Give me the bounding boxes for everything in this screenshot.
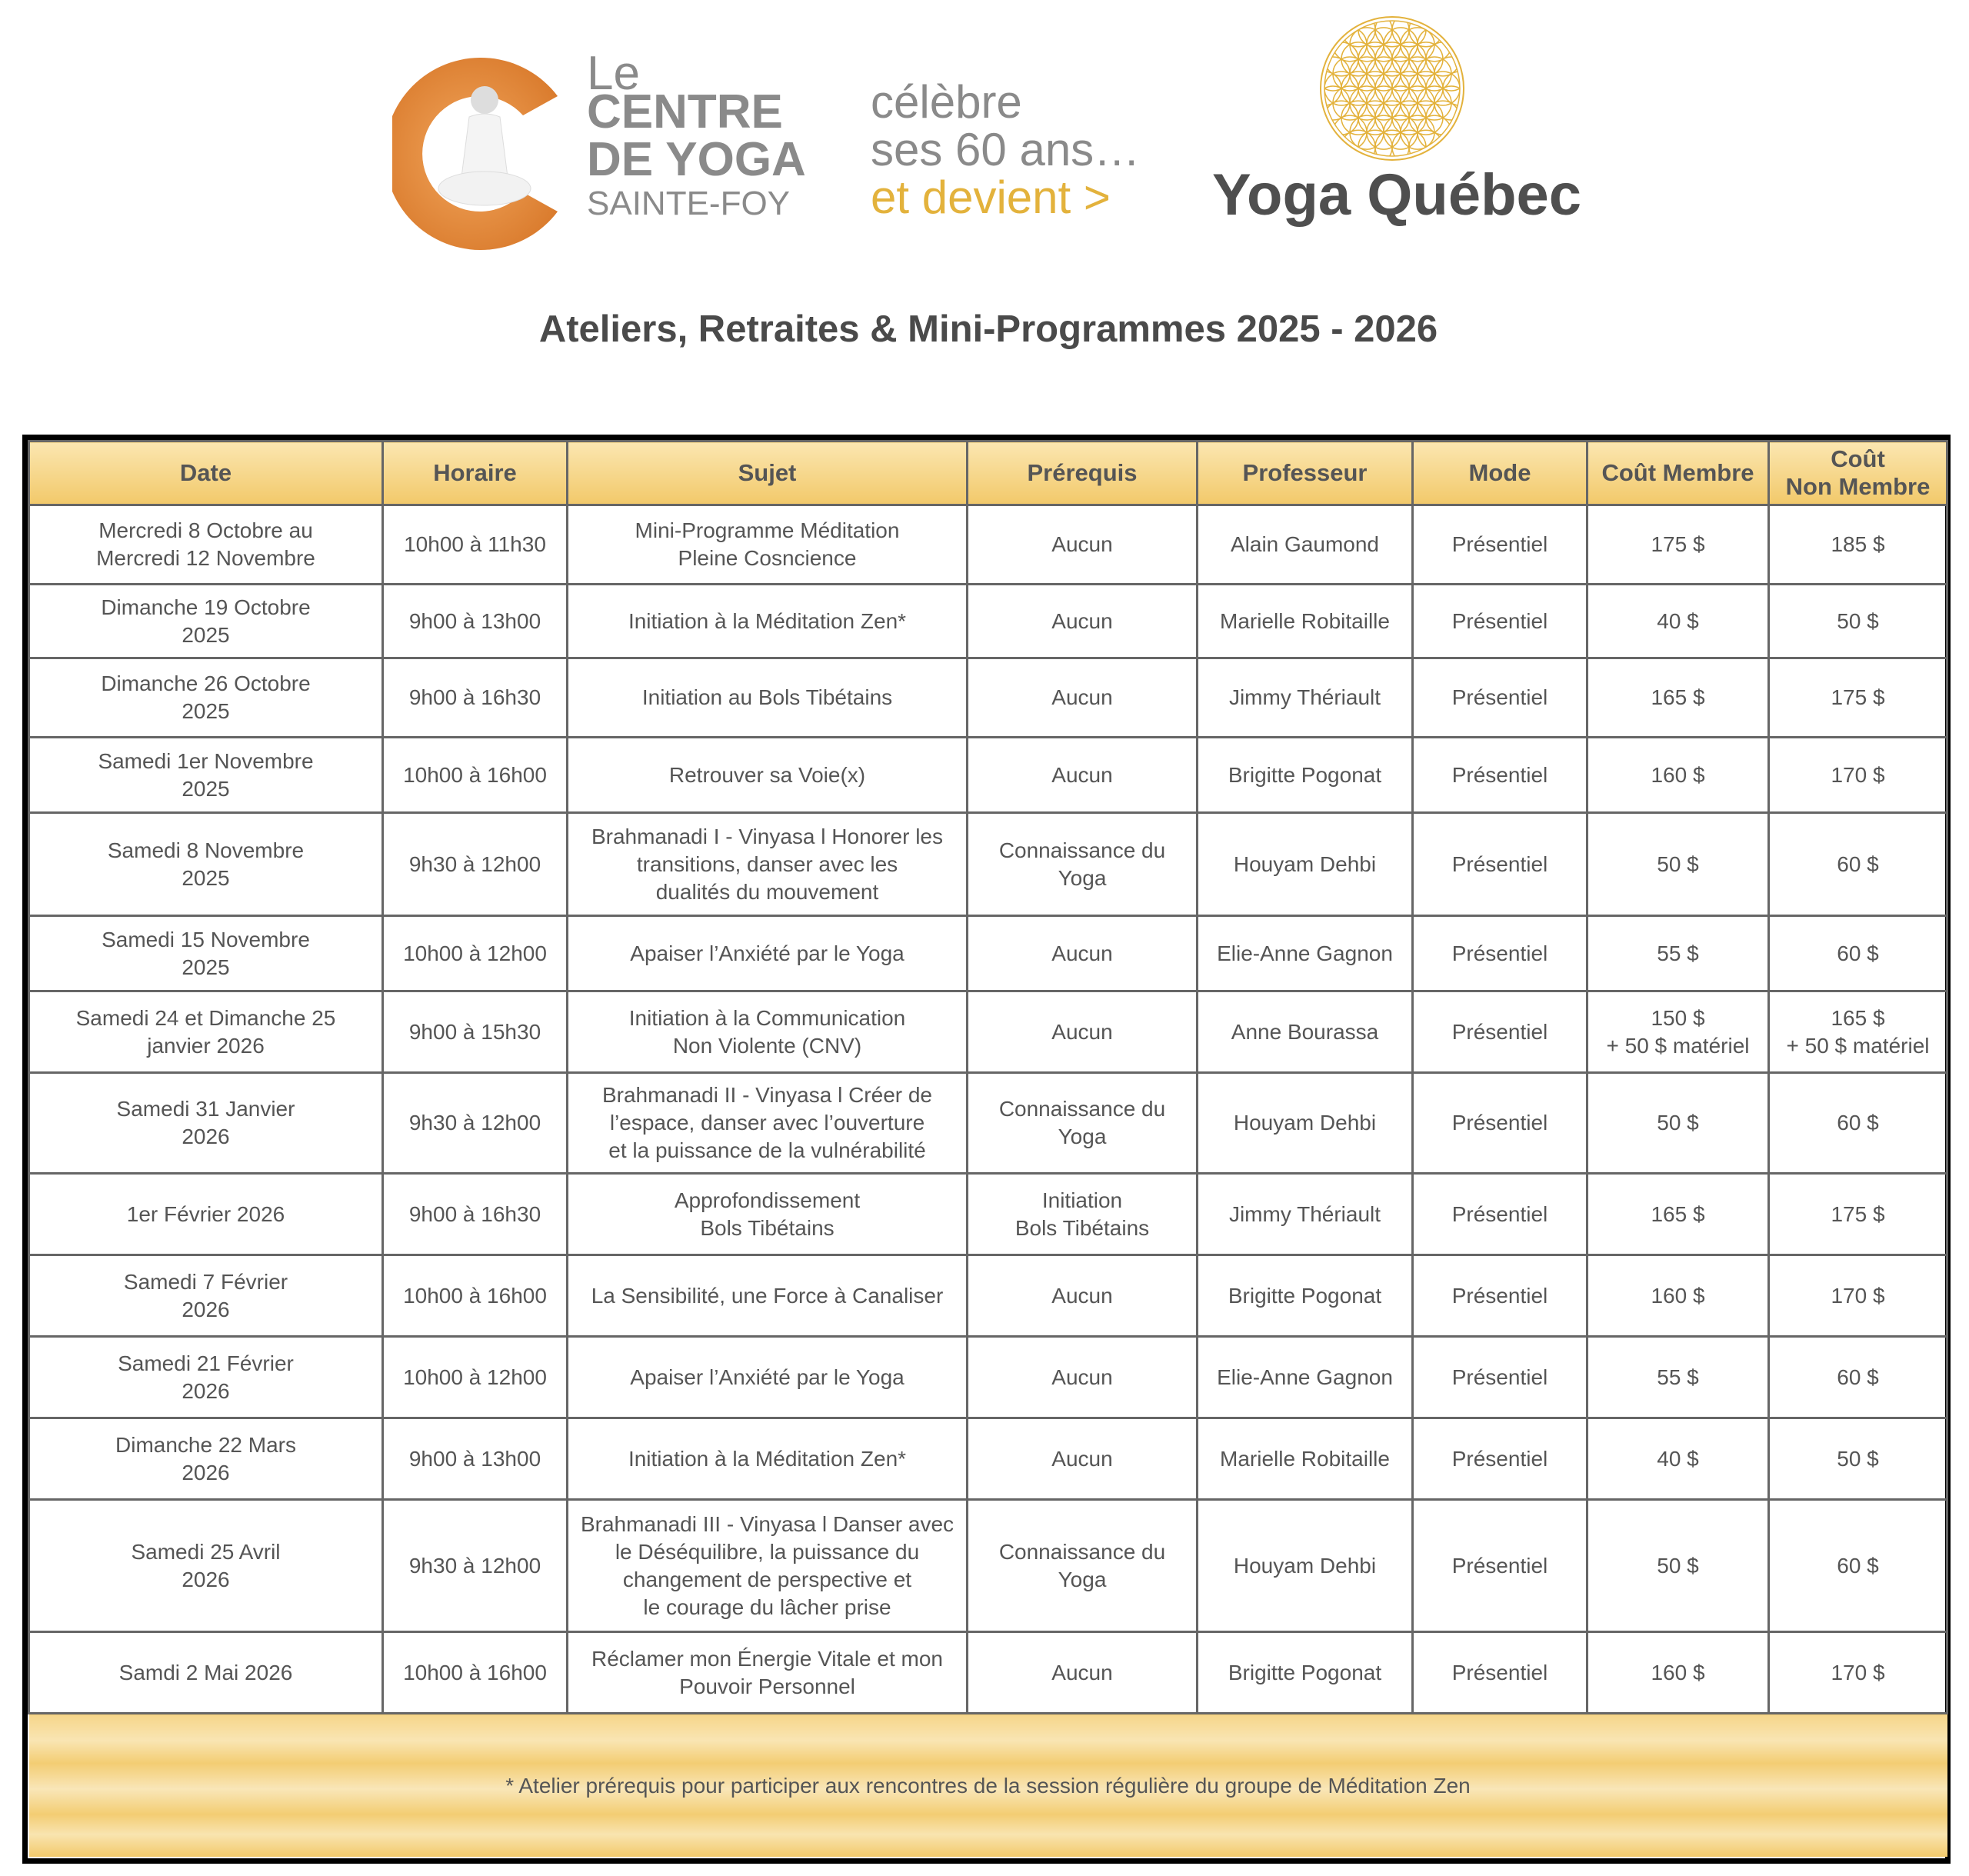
table-row xyxy=(29,1632,1947,1714)
table-row xyxy=(29,738,1947,813)
table-row xyxy=(29,916,1947,991)
cell-sujet: Initiation à la Méditation Zen* xyxy=(568,585,968,658)
cell-mode: Présentiel xyxy=(1413,991,1588,1073)
cell-horaire: 10h00 à 12h00 xyxy=(383,1337,568,1418)
cell-prerequis: Aucun xyxy=(968,1337,1198,1418)
cell-horaire: 9h00 à 16h30 xyxy=(383,1174,568,1255)
cell-prerequis: Aucun xyxy=(968,658,1198,738)
cell-cout-non-membre: 175 $ xyxy=(1769,1174,1947,1255)
cell-horaire: 9h00 à 15h30 xyxy=(383,991,568,1073)
cell-mode: Présentiel xyxy=(1413,585,1588,658)
cell-professeur: Jimmy Thériault xyxy=(1198,1174,1413,1255)
column-header: Coût Membre xyxy=(1588,442,1769,505)
cell-date: Samedi 1er Novembre 2025 xyxy=(29,738,383,813)
cell-cout-non-membre: 60 $ xyxy=(1769,1500,1947,1632)
cell-horaire: 9h30 à 12h00 xyxy=(383,1500,568,1632)
cell-professeur: Anne Bourassa xyxy=(1198,991,1413,1073)
cell-horaire: 9h00 à 13h00 xyxy=(383,585,568,658)
logo-le: Le xyxy=(587,47,640,100)
cell-cout-membre: 40 $ xyxy=(1588,1418,1769,1500)
table-row xyxy=(29,505,1947,585)
cell-date: Samdi 2 Mai 2026 xyxy=(29,1632,383,1714)
cell-horaire: 10h00 à 11h30 xyxy=(383,505,568,585)
cell-cout-membre: 160 $ xyxy=(1588,1632,1769,1714)
centre-yoga-c-logo xyxy=(392,54,569,254)
table-row xyxy=(29,1337,1947,1418)
header-logos xyxy=(392,46,1582,262)
cell-date: Samedi 7 Février 2026 xyxy=(29,1255,383,1337)
table-row xyxy=(29,813,1947,916)
cell-sujet: Brahmanadi II - Vinyasa l Créer de l’espace, danser avec l’ouverture et la puissance de la vulnérabilité xyxy=(568,1073,968,1174)
cell-date: Samedi 24 et Dimanche 25 janvier 2026 xyxy=(29,991,383,1073)
cell-mode: Présentiel xyxy=(1413,738,1588,813)
cell-professeur: Brigitte Pogonat xyxy=(1198,738,1413,813)
cell-mode: Présentiel xyxy=(1413,658,1588,738)
column-header: Professeur xyxy=(1198,442,1413,505)
table-row xyxy=(29,1418,1947,1500)
cell-horaire: 10h00 à 16h00 xyxy=(383,738,568,813)
cell-prerequis: Aucun xyxy=(968,505,1198,585)
cell-mode: Présentiel xyxy=(1413,505,1588,585)
cell-date: Dimanche 26 Octobre 2025 xyxy=(29,658,383,738)
cell-prerequis: Aucun xyxy=(968,1255,1198,1337)
cell-horaire: 10h00 à 16h00 xyxy=(383,1632,568,1714)
cell-prerequis: Connaissance du Yoga xyxy=(968,1073,1198,1174)
cell-sujet: Brahmanadi I - Vinyasa l Honorer les transitions, danser avec les dualités du mouvement xyxy=(568,813,968,916)
cell-cout-membre: 165 $ xyxy=(1588,1174,1769,1255)
cell-sujet: Apaiser l’Anxiété par le Yoga xyxy=(568,916,968,991)
cell-date: Samedi 25 Avril 2026 xyxy=(29,1500,383,1632)
table-row xyxy=(29,991,1947,1073)
tagline-1: célèbre xyxy=(871,76,1022,128)
cell-professeur: Marielle Robitaille xyxy=(1198,585,1413,658)
cell-cout-non-membre: 60 $ xyxy=(1769,1337,1947,1418)
cell-cout-membre: 55 $ xyxy=(1588,916,1769,991)
cell-prerequis: Aucun xyxy=(968,1418,1198,1500)
cell-cout-non-membre: 170 $ xyxy=(1769,738,1947,813)
cell-cout-non-membre: 50 $ xyxy=(1769,585,1947,658)
yoga-quebec-logo-text: Yoga Québec xyxy=(1212,162,1582,228)
tagline-3: et devient > xyxy=(871,172,1111,223)
cell-cout-non-membre: 50 $ xyxy=(1769,1418,1947,1500)
column-header: Coût Non Membre xyxy=(1769,442,1947,505)
column-header: Date xyxy=(29,442,383,505)
cell-horaire: 10h00 à 16h00 xyxy=(383,1255,568,1337)
column-header: Prérequis xyxy=(968,442,1198,505)
cell-professeur: Houyam Dehbi xyxy=(1198,813,1413,916)
cell-mode: Présentiel xyxy=(1413,1337,1588,1418)
table-row xyxy=(29,658,1947,738)
cell-professeur: Brigitte Pogonat xyxy=(1198,1255,1413,1337)
cell-date: Samedi 31 Janvier 2026 xyxy=(29,1073,383,1174)
cell-sujet: Apaiser l’Anxiété par le Yoga xyxy=(568,1337,968,1418)
cell-cout-non-membre: 175 $ xyxy=(1769,658,1947,738)
cell-mode: Présentiel xyxy=(1413,1255,1588,1337)
column-header: Mode xyxy=(1413,442,1588,505)
cell-prerequis: Initiation Bols Tibétains xyxy=(968,1174,1198,1255)
cell-date: Samedi 15 Novembre 2025 xyxy=(29,916,383,991)
cell-date: 1er Février 2026 xyxy=(29,1174,383,1255)
cell-cout-membre: 175 $ xyxy=(1588,505,1769,585)
cell-professeur: Brigitte Pogonat xyxy=(1198,1632,1413,1714)
cell-sujet: Approfondissement Bols Tibétains xyxy=(568,1174,968,1255)
cell-professeur: Jimmy Thériault xyxy=(1198,658,1413,738)
header-row xyxy=(29,442,1947,505)
cell-horaire: 9h00 à 16h30 xyxy=(383,658,568,738)
table-row xyxy=(29,1500,1947,1632)
tagline-2: ses 60 ans… xyxy=(871,124,1141,175)
cell-sujet: Réclamer mon Énergie Vitale et mon Pouvoir Personnel xyxy=(568,1632,968,1714)
cell-horaire: 9h30 à 12h00 xyxy=(383,813,568,916)
cell-mode: Présentiel xyxy=(1413,1418,1588,1500)
cell-cout-membre: 165 $ xyxy=(1588,658,1769,738)
cell-prerequis: Aucun xyxy=(968,738,1198,813)
cell-horaire: 9h30 à 12h00 xyxy=(383,1073,568,1174)
cell-prerequis: Aucun xyxy=(968,991,1198,1073)
cell-prerequis: Connaissance du Yoga xyxy=(968,1500,1198,1632)
column-header: Horaire xyxy=(383,442,568,505)
cell-cout-non-membre: 60 $ xyxy=(1769,916,1947,991)
cell-mode: Présentiel xyxy=(1413,916,1588,991)
cell-professeur: Houyam Dehbi xyxy=(1198,1500,1413,1632)
logo-de-yoga: DE YOGA xyxy=(587,133,806,186)
cell-date: Dimanche 22 Mars 2026 xyxy=(29,1418,383,1500)
cell-cout-membre: 50 $ xyxy=(1588,1500,1769,1632)
cell-sujet: Mini-Programme Méditation Pleine Cosncience xyxy=(568,505,968,585)
cell-mode: Présentiel xyxy=(1413,813,1588,916)
table-row xyxy=(29,585,1947,658)
cell-cout-non-membre: 60 $ xyxy=(1769,1073,1947,1174)
cell-cout-non-membre: 170 $ xyxy=(1769,1255,1947,1337)
cell-sujet: Retrouver sa Voie(x) xyxy=(568,738,968,813)
cell-horaire: 10h00 à 12h00 xyxy=(383,916,568,991)
cell-sujet: Initiation à la Communication Non Violente (CNV) xyxy=(568,991,968,1073)
column-header: Sujet xyxy=(568,442,968,505)
footnote: * Atelier prérequis pour participer aux rencontres de la session régulière du groupe de Méditation Zen xyxy=(29,1714,1947,1858)
cell-cout-non-membre: 60 $ xyxy=(1769,813,1947,916)
cell-professeur: Alain Gaumond xyxy=(1198,505,1413,585)
cell-mode: Présentiel xyxy=(1413,1174,1588,1255)
cell-professeur: Marielle Robitaille xyxy=(1198,1418,1413,1500)
cell-date: Samedi 8 Novembre 2025 xyxy=(29,813,383,916)
cell-sujet: Initiation au Bols Tibétains xyxy=(568,658,968,738)
cell-professeur: Elie-Anne Gagnon xyxy=(1198,916,1413,991)
cell-cout-membre: 50 $ xyxy=(1588,1073,1769,1174)
cell-cout-membre: 150 $ + 50 $ matériel xyxy=(1588,991,1769,1073)
flower-petals xyxy=(1315,13,1469,164)
flower-of-life-icon xyxy=(1315,12,1469,165)
cell-sujet: Initiation à la Méditation Zen* xyxy=(568,1418,968,1500)
cell-cout-non-membre: 165 $ + 50 $ matériel xyxy=(1769,991,1947,1073)
cell-date: Samedi 21 Février 2026 xyxy=(29,1337,383,1418)
cell-horaire: 9h00 à 13h00 xyxy=(383,1418,568,1500)
cell-cout-membre: 40 $ xyxy=(1588,585,1769,658)
cell-mode: Présentiel xyxy=(1413,1073,1588,1174)
logo-centre: CENTRE xyxy=(587,85,783,138)
cell-mode: Présentiel xyxy=(1413,1500,1588,1632)
cell-prerequis: Connaissance du Yoga xyxy=(968,813,1198,916)
cell-cout-non-membre: 185 $ xyxy=(1769,505,1947,585)
cell-cout-non-membre: 170 $ xyxy=(1769,1632,1947,1714)
cell-sujet: Brahmanadi III - Vinyasa l Danser avec le Déséquilibre, la puissance du changement de perspective et le courage du lâcher prise xyxy=(568,1500,968,1632)
page-title: Ateliers, Retraites & Mini-Programmes 2025 - 2026 xyxy=(538,308,1438,350)
cell-prerequis: Aucun xyxy=(968,916,1198,991)
cell-prerequis: Aucun xyxy=(968,1632,1198,1714)
table-row xyxy=(29,1174,1947,1255)
footnote-row xyxy=(29,1714,1947,1858)
cell-professeur: Houyam Dehbi xyxy=(1198,1073,1413,1174)
schedule-table xyxy=(28,440,1948,1857)
table-row xyxy=(29,1073,1947,1174)
cell-cout-membre: 160 $ xyxy=(1588,738,1769,813)
logo-sainte-foy: SAINTE-FOY xyxy=(587,185,791,222)
cell-prerequis: Aucun xyxy=(968,585,1198,658)
cell-cout-membre: 160 $ xyxy=(1588,1255,1769,1337)
cell-date: Dimanche 19 Octobre 2025 xyxy=(29,585,383,658)
table-row xyxy=(29,1255,1947,1337)
cell-professeur: Elie-Anne Gagnon xyxy=(1198,1337,1413,1418)
cell-mode: Présentiel xyxy=(1413,1632,1588,1714)
cell-cout-membre: 55 $ xyxy=(1588,1337,1769,1418)
cell-sujet: La Sensibilité, une Force à Canaliser xyxy=(568,1255,968,1337)
cell-date: Mercredi 8 Octobre au Mercredi 12 Novembre xyxy=(29,505,383,585)
cell-cout-membre: 50 $ xyxy=(1588,813,1769,916)
